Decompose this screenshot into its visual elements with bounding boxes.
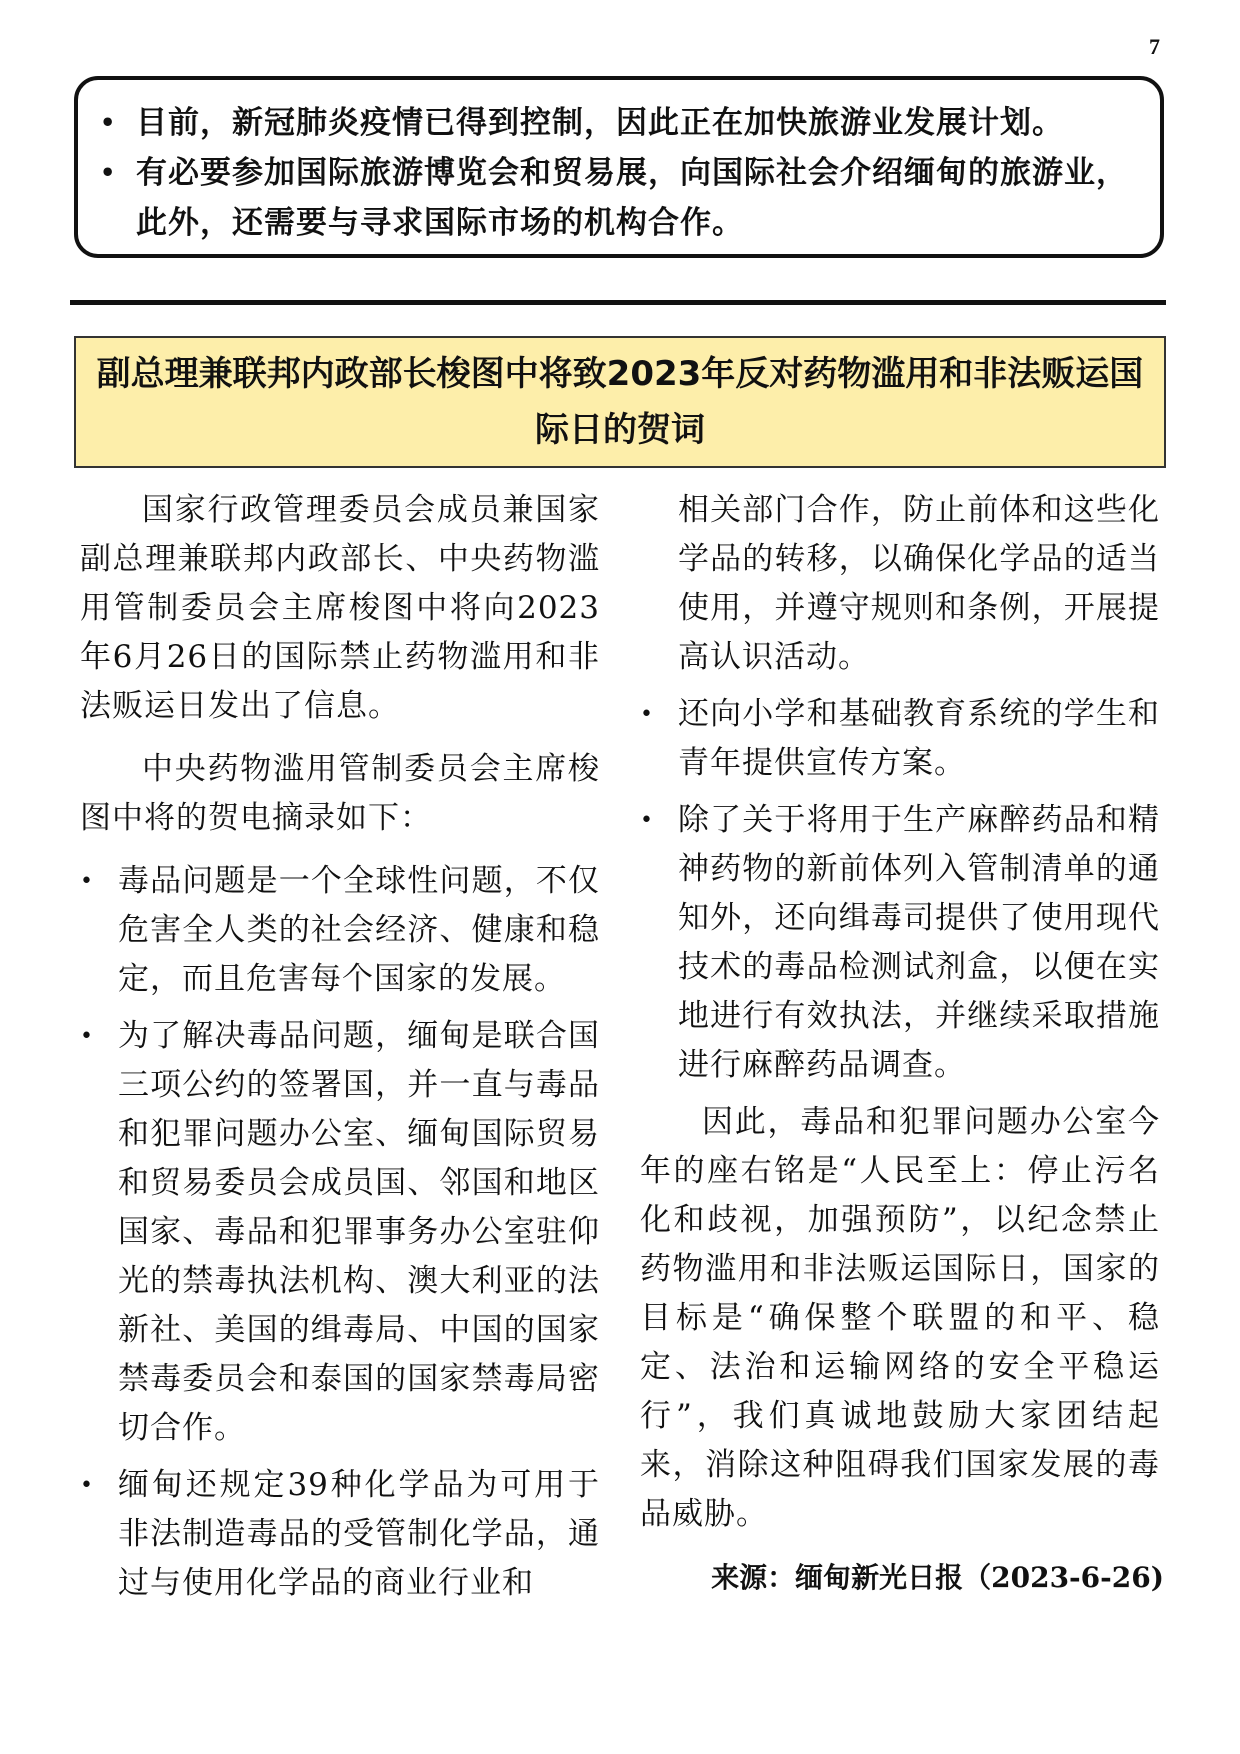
bullet-icon: • (640, 702, 654, 727)
closing-paragraph: 因此，毒品和犯罪问题办公室今年的座右铭是“人民至上：停止污名化和歧视，加强预防”，以纪念禁止药物滥用和非法贩运国际日，国家的目标是“确保整个联盟的和平、稳定、法治和运输网络的安全平稳运行”，我们真诚地鼓励大家团结起来，消除这种阻碍我们国家发展的毒品威胁。 (640, 1104, 1160, 1532)
bullet-icon: • (80, 1024, 94, 1049)
list-item-text: 还向小学和基础教育系统的学生和青年提供宣传方案。 (678, 696, 1160, 781)
list-item (640, 690, 1160, 788)
bullet-icon: • (640, 808, 654, 833)
list-item-text: 相关部门合作，防止前体和这些化学品的转移，以确保化学品的适当使用，并遵守规则和条例，开展提高认识活动。 (678, 492, 1160, 675)
page-number: 7 (1149, 34, 1160, 59)
list-item (640, 796, 1160, 1090)
article-right-column (640, 486, 1160, 1553)
article-title-box (74, 336, 1166, 468)
list-item-text: 除了关于将用于生产麻醉药品和精神药物的新前体列入管制清单的通知外，还向缉毒司提供了使用现代技术的毒品检测试剂盒，以便在实地进行有效执法，并继续采取措施进行麻醉药品调查。 (678, 802, 1160, 1083)
list-item-text: 为了解决毒品问题，缅甸是联合国三项公约的签署国，并一直与毒品和犯罪问题办公室、缅甸国际贸易和贸易委员会成员国、邻国和地区国家、毒品和犯罪事务办公室驻仰光的禁毒执法机构、澳大利亚的法新社、美国的缉毒局、中国的国家禁毒委员会和泰国的国家禁毒局密切合作。 (118, 1018, 600, 1446)
list-item (80, 1461, 600, 1608)
intro-paragraph: 国家行政管理委员会成员兼国家副总理兼联邦内政部长、中央药物滥用管制委员会主席梭图中将向2023年6月26日的国际禁止药物滥用和非法贩运日发出了信息。 (80, 492, 600, 724)
callout-bullet (100, 98, 1138, 148)
continued-bullet-list (640, 486, 1160, 1090)
excerpt-intro-paragraph: 中央药物滥用管制委员会主席梭图中将的贺电摘录如下： (80, 751, 600, 836)
callout-bullet-text: 目前，新冠肺炎疫情已得到控制，因此正在加快旅游业发展计划。 (136, 105, 1064, 141)
bullet-icon: • (100, 108, 117, 137)
message-bullet-list (80, 857, 600, 1608)
list-item (80, 1012, 600, 1453)
callout-list (100, 98, 1138, 248)
list-item-continuation (640, 486, 1160, 682)
list-item (80, 857, 600, 1004)
callout-bullet (100, 148, 1138, 248)
callout-bullet-text: 有必要参加国际旅游博览会和贸易展，向国际社会介绍缅甸的旅游业，此外，还需要与寻求国际市场的机构合作。 (136, 155, 1128, 241)
article-title: 副总理兼联邦内政部长梭图中将致2023年反对药物滥用和非法贩运国际日的贺词 (96, 354, 1144, 450)
list-item-text: 毒品问题是一个全球性问题，不仅危害全人类的社会经济、健康和稳定，而且危害每个国家的发展。 (118, 863, 600, 997)
bullet-icon: • (80, 1473, 94, 1498)
tourism-callout-box (74, 76, 1164, 258)
list-item-text: 缅甸还规定39种化学品为可用于非法制造毒品的受管制化学品，通过与使用化学品的商业行业和 (118, 1467, 600, 1601)
section-divider (70, 300, 1166, 305)
bullet-icon: • (80, 869, 94, 894)
article-left-column (80, 486, 600, 1616)
bullet-icon: • (100, 158, 117, 187)
source-credit: 来源：缅甸新光日报（2023-6-26) (711, 1561, 1164, 1594)
